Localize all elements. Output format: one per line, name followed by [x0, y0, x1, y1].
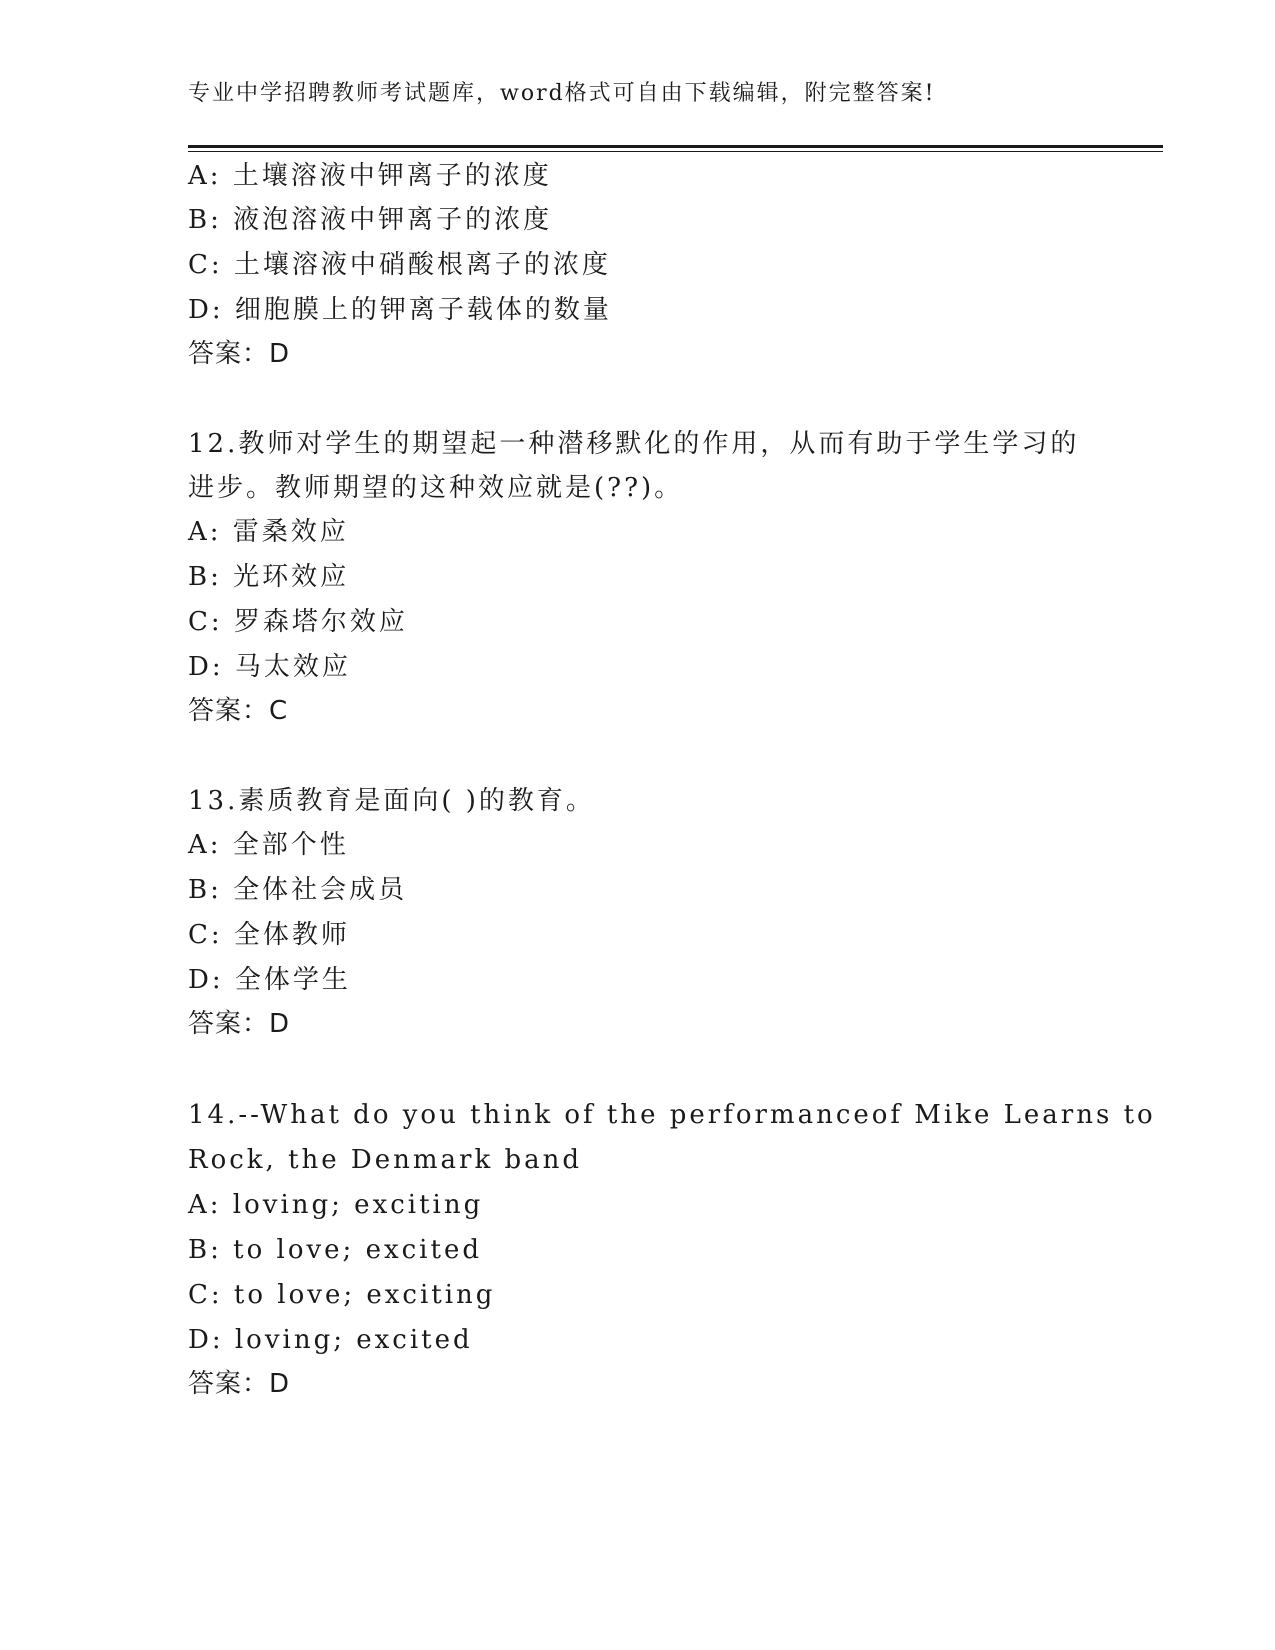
- q14-stem-line-1: 14.--What do you think of the performanceof Mike Learns to: [188, 1100, 1156, 1130]
- q14-option-d: D: loving; excited: [188, 1325, 473, 1355]
- q12-answer: 答案：C: [188, 696, 289, 726]
- q13-stem-line-1: 13.素质教育是面向( )的教育。: [188, 786, 595, 816]
- q11-answer: 答案：D: [188, 339, 291, 369]
- document-header: 专业中学招聘教师考试题库，word格式可自由下载编辑，附完整答案!: [188, 81, 936, 106]
- q12-stem-line-1: 12.教师对学生的期望起一种潜移默化的作用，从而有助于学生学习的: [188, 429, 1080, 459]
- q13-option-c: C: 全体教师: [188, 920, 350, 950]
- q11-option-b: B: 液泡溶液中钾离子的浓度: [188, 205, 553, 235]
- q13-answer: 答案：D: [188, 1009, 291, 1039]
- q13-option-d: D: 全体学生: [188, 965, 351, 995]
- q12-option-c: C: 罗森塔尔效应: [188, 607, 408, 637]
- header-rule-thick: [188, 145, 1163, 148]
- q14-answer: 答案：D: [188, 1369, 291, 1399]
- q11-option-a: A: 土壤溶液中钾离子的浓度: [188, 161, 552, 191]
- q12-stem-line-2: 进步。教师期望的这种效应就是(??)。: [188, 473, 684, 503]
- q12-option-a: A: 雷桑效应: [188, 517, 349, 547]
- q14-option-b: B: to love; excited: [188, 1235, 482, 1265]
- q11-option-c: C: 土壤溶液中硝酸根离子的浓度: [188, 250, 611, 280]
- header-rule-thin: [188, 151, 1163, 152]
- q14-stem-line-2: Rock, the Denmark band: [188, 1145, 583, 1175]
- q14-option-c: C: to love; exciting: [188, 1280, 496, 1310]
- q11-option-d: D: 细胞膜上的钾离子载体的数量: [188, 295, 612, 325]
- q13-option-b: B: 全体社会成员: [188, 875, 408, 905]
- q12-option-d: D: 马太效应: [188, 652, 351, 682]
- q14-option-a: A: loving; exciting: [188, 1190, 484, 1220]
- q12-option-b: B: 光环效应: [188, 562, 350, 592]
- q13-option-a: A: 全部个性: [188, 830, 349, 860]
